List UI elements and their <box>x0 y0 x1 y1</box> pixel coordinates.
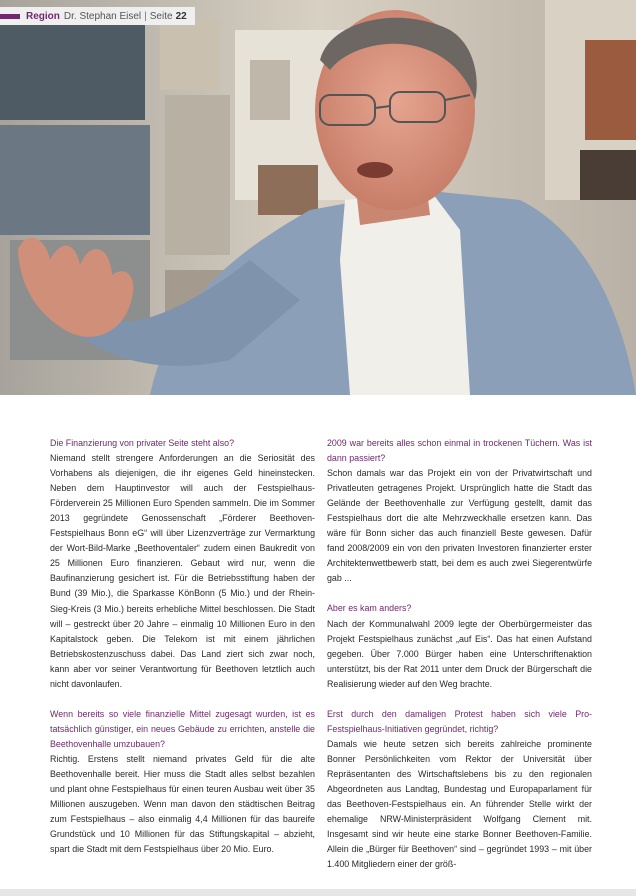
right-column <box>327 436 592 887</box>
portrait-photo <box>0 0 636 395</box>
answer-paragraph: Richtig. Erstens stellt niemand privates Geld für die alte Beethovenhalle bereit. Hier muss die Stadt alles selbst bezahlen und plant ohne Festspielhaus für einen teuren Ausbau weit über 35 Millionen auszugeben. Wenn man davon den städtischen Beitrag zum Festspielhaus – also einmalig 4,4 Millionen für das baureife Grundstück und 10 Millionen für das Stiftungskapital – abzieht, spart die Stadt mit dem Festspielhaus über 20 Mio. Euro. <box>50 753 315 855</box>
answer-paragraph: Damals wie heute setzen sich bereits zahlreiche prominente Bonner Persönlichkeiten vom Rektor der Universität über Repräsentanten des Wirtschaftslebens bis zu den regionalen Abgeordneten aus Landtag, Bundestag und Europaparlament für das Beethoven-Festspielhaus ein. An führender Stelle wirkt der ehemalige NRW-Ministerpräsident Wolfgang Clement mit. Insgesamt sind wir heute eine starke Bonner Beethoven-Familie. Allein die „Bürger für Beethoven“ sind – gegründet 1993 – mit über 1.400 Mitgliedern einer der größ- <box>327 738 592 870</box>
question-heading: Die Finanzierung von privater Seite steht also? <box>50 438 235 448</box>
page-header <box>0 7 195 25</box>
question-heading: Erst durch den damaligen Protest haben sich viele Pro-Festspielhaus-Initiativen gegründet, richtig? <box>327 708 592 734</box>
section-label: Region <box>26 10 60 22</box>
answer-paragraph: Niemand stellt strengere Anforderungen an die Seriosität des Vorhabens als diejenigen, die ihr eigenes Geld hineinstecken. Neben dem Hauptinvestor will auch der Festspielhaus-Förderverein 25 Millionen Euro Spenden sammeln. Die im Sommer 2013 gegründete Genossenschaft „Förderer Beethoven-Festspielhaus Bonn eG“ will über Lizenzverträge zur Vermarktung der Wort-Bild-Marke „Beethoventaler“ zudem einen Baukredit von 25 Millionen Euro finanzieren. Gebaut wird nur, wenn die Baufinanzierung gesichert ist. Für die Betriebsstiftung haben der Bund (39 Mio.), die Sparkasse KönBonn (5 Mio.) und der Rhein-Sieg-Kreis (3 Mio.) bereits erhebliche Mittel beschlossen. Die Stadt will – gestreckt über 20 Jahre – einmalig 10 Millionen Euro in den Kapitalstock geben. Die Telekom ist mit einem jährlichen Betriebskostenzuschuss dabei. Das Land ziert sich zwar noch, kann aber vor seiner Verantwortung für Beethoven letztlich auch nicht davonlaufen. <box>50 453 315 689</box>
page-label: Seite <box>149 10 173 22</box>
question-heading: Aber es kam anders? <box>327 603 412 614</box>
accent-bar <box>0 14 20 19</box>
answer-paragraph: Nach der Kommunalwahl 2009 legte der Oberbürgermeister das Projekt Festspielhaus zunächst „auf Eis“. Das hat einen Aufstand gegeben. Über 7.000 Bürger haben eine Unterschriftenaktion unterstützt, bis der Rat 2011 unter dem Druck der Bürgerschaft die Realisierung wieder auf den Weg brachte. <box>327 618 592 689</box>
left-column <box>50 436 315 872</box>
footer-strip <box>0 889 636 896</box>
answer-paragraph: Schon damals war das Projekt ein von der Privatwirtschaft und Privatleuten getragenes Projekt. Ursprünglich hatte die Stadt das Gelände der Beethovenhalle zur Verfügung gestellt, damit das Festspielhaus dort die alte Mehrzweckhalle ersetzen kann. Das wäre für Bonn sicher das auch finanziell Beste gewesen. Dafür fand 2008/2009 ein von den privaten Investoren finanzierter erster Architektenwettbewerb statt, bei dem es auch zwei Siegerentwürfe gab ... <box>327 468 592 584</box>
header-separator: | <box>144 10 147 22</box>
question-heading: 2009 war bereits alles schon einmal in trockenen Tüchern. Was ist dann passiert? <box>327 438 592 464</box>
author-name: Dr. Stephan Eisel <box>63 10 142 22</box>
page-number: 22 <box>175 10 187 22</box>
question-heading: Wenn bereits so viele finanzielle Mittel zugesagt wurden, ist es tatsächlich günstiger, ein neues Gebäude zu errichten, anstelle die Beethovenhalle umzubauen? <box>50 708 315 749</box>
